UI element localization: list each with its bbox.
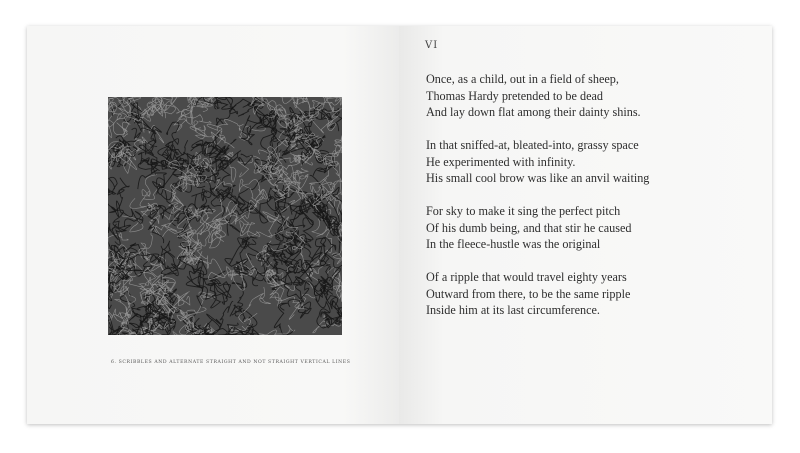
left-page (27, 26, 399, 424)
poem-line: Once, as a child, out in a field of sheep, (426, 72, 619, 86)
poem-line: In that sniffed-at, bleated-into, grassy space (426, 137, 639, 152)
poem-line: Thomas Hardy pretended to be dead (426, 88, 603, 103)
poem-line: Of his dumb being, and that stir he caused (426, 220, 632, 235)
poem-line: In the fleece-hustle was the original (426, 237, 601, 252)
scribble-artwork (108, 97, 342, 335)
stanza (426, 203, 726, 253)
artwork-caption: 6. SCRIBBLES AND ALTERNATE STRAIGHT AND NOT STRAIGHT VERTICAL LINES (111, 360, 351, 365)
poem-line: His small cool brow was like an anvil waiting (426, 171, 650, 186)
poem-line: Outward from there, to be the same ripple (426, 286, 631, 301)
section-number: VI (425, 40, 439, 51)
poem-line: He experimented with infinity. (426, 154, 576, 169)
poem-line: And lay down flat among their dainty shins. (426, 105, 641, 120)
stanza (426, 71, 726, 121)
stanza (426, 269, 726, 319)
poem-line: For sky to make it sing the perfect pitch (426, 203, 621, 218)
poem (426, 71, 726, 335)
poem-line: Of a ripple that would travel eighty years (426, 269, 627, 284)
stanza (426, 137, 726, 187)
poem-line: Inside him at its last circumference. (426, 303, 600, 318)
